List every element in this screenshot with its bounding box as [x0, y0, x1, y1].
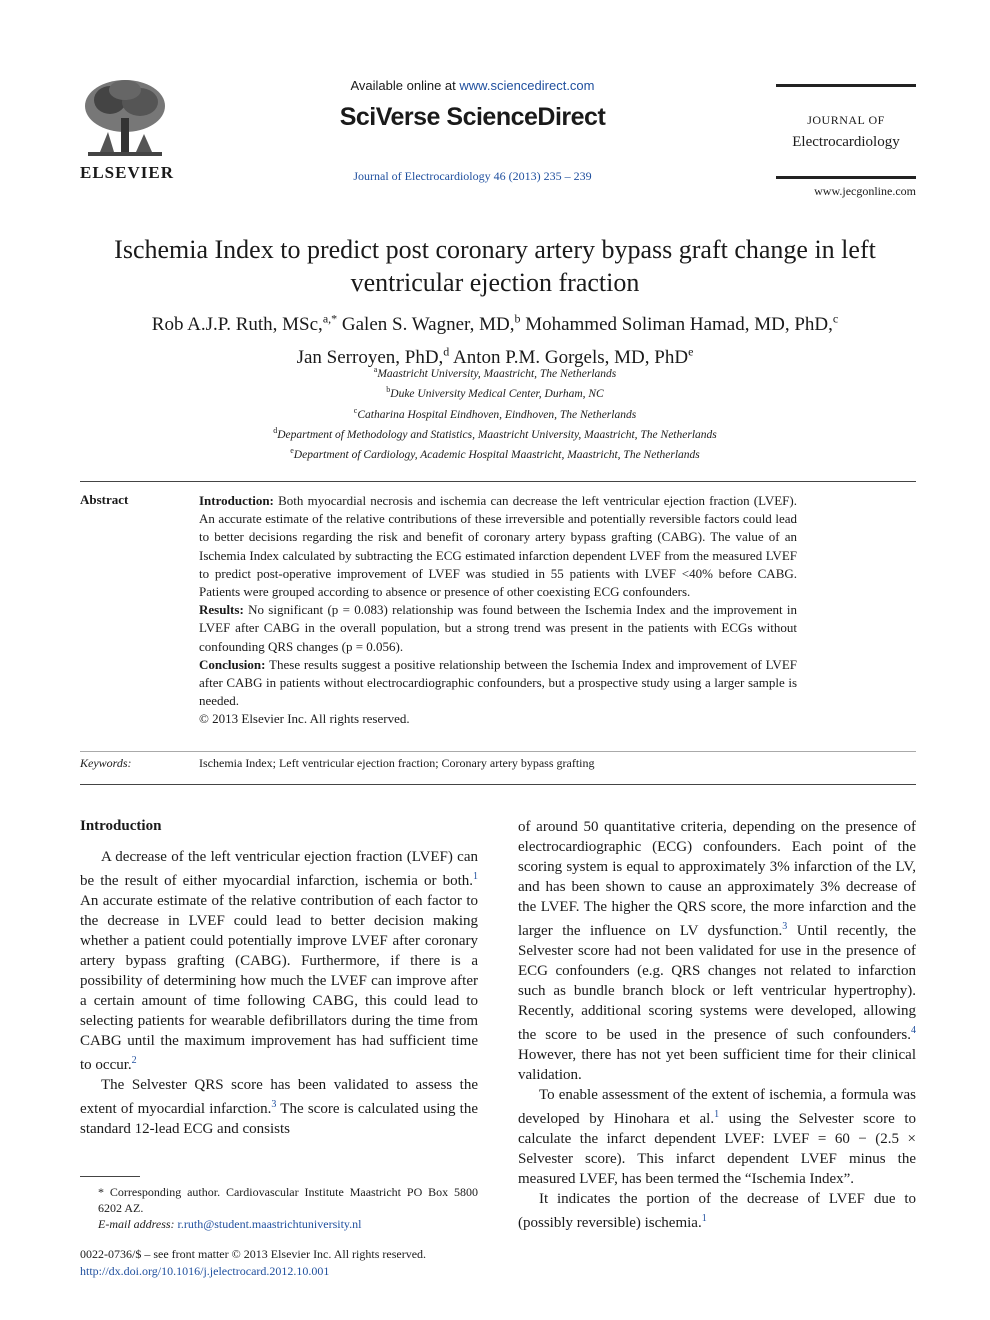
sciencedirect-link[interactable]: www.sciencedirect.com [459, 78, 595, 93]
available-prefix: Available online at [350, 78, 460, 93]
author-list [60, 306, 930, 371]
abstract-copyright: © 2013 Elsevier Inc. All rights reserved. [199, 711, 410, 727]
abstract-conclusion: Conclusion: These results suggest a positive relationship between the Ischemia Index and improvement of LVEF after CABG in patients without electrocardiographic confounders, but a prospective study using a larger sample is needed. [199, 656, 797, 709]
affiliation: $^a$Maastricht University, Maastricht, The Netherlands [373, 365, 617, 380]
affiliation-list [160, 362, 830, 464]
citation-ref[interactable]: 3 [271, 1099, 277, 1110]
front-matter [80, 1246, 500, 1280]
issn-line: 0022-0736/$ – see front matter © 2013 Elsevier Inc. All rights reserved. [80, 1247, 427, 1261]
journal-rule-top [776, 84, 916, 87]
corresponding-author-note: * Corresponding author. Cardiovascular Institute Maastricht PO Box 5800 6202 AZ. [98, 1185, 478, 1215]
body-column-right [518, 817, 916, 1233]
paragraph: A decrease of the left ventricular ejection fraction (LVEF) can be the result of either myocardial infarction, ischemia or both.$^1$ An accurate estimate of the relative contribution of each factor to the decrease in LVEF could lead to better decision making whether a patient could potentially improve LVEF after coronary artery bypass grafting (CABG). Furthermore, if there is a possibility of determining how much the LVEF can improve after a certain amount of time following CABG, this could lead to selecting patients for wearable defibrillators during the time from CABG until the maximum improvement has had sufficient time to occur.$^2$ [80, 849, 478, 1073]
paragraph: of around 50 quantitative criteria, depending on the presence of electrocardiographic (ECG) confounders. Each point of the scoring system is equal to approximately 3% infarction of the LV, and has been shown to cause an approximately 3% decrease of the LVEF. The higher the QRS score, the more infarction and the larger the influence on LV dysfunction.$^3$ Until recently, the Selvester score had not been validated for use in the presence of ECG confounders (e.g. QRS changes not related to infarction such as bundle branch block or left ventricular hypertrophy). Recently, additional scoring systems were developed, allowing the score to be used in the presence of such confounders.$^4$ However, there has not yet been sufficient time for their clinical validation. [518, 819, 916, 1083]
author: Mohammed Soliman Hamad, MD, PhD,$^c$ [525, 312, 839, 336]
keywords: Ischemia Index; Left ventricular ejection fraction; Coronary artery bypass grafting [199, 756, 595, 770]
paragraph: It indicates the portion of the decrease of LVEF due to (possibly reversible) ischemia.$^1$ [518, 1191, 916, 1231]
author: Anton P.M. Gorgels, MD, PhD$^e$ [453, 344, 694, 368]
publisher-name: ELSEVIER [80, 163, 174, 182]
keywords-rule [80, 751, 916, 752]
author: Jan Serroyen, PhD,$^d$ [296, 344, 450, 368]
abstract-label: Abstract [80, 492, 129, 507]
citation-ref[interactable]: 1 [473, 871, 478, 882]
abstract-introduction: Introduction: Both myocardial necrosis and ischemia can decrease the left ventricular ejection fraction (LVEF). An accurate estimate of the relative contributions of these irreversible and potentially reversible factors could lead to better decisions regarding the risk and benefit of coronary artery bypass grafting (CABG). The value of an Ischemia Index calculated by subtracting the ECG estimated infarction dependent LVEF from the measured LVEF to predict post-operative improvement of LVEF was studied in 55 patients with LVEF <40% before CABG. Patients were grouped according to absence or presence of other coexisting ECG confounders. [199, 493, 797, 600]
platform-name: SciVerse ScienceDirect [339, 103, 606, 131]
footnote-rule [80, 1176, 140, 1177]
affiliation: $^d$Department of Methodology and Statistics, Maastricht University, Maastricht, The Netherlands [273, 425, 717, 441]
journal-rule-bottom [776, 176, 916, 179]
available-online [300, 78, 645, 93]
affiliation: $^c$Catharina Hospital Eindhoven, Eindhoven, The Netherlands [353, 405, 637, 421]
citation-ref[interactable]: 1 [701, 1213, 707, 1224]
email-line: E-mail address: r.ruth@student.maastrichtuniversity.nl [98, 1217, 362, 1231]
affiliation: $^b$Duke University Medical Center, Durham, NC [386, 385, 604, 401]
journal-citation[interactable]: Journal of Electrocardiology 46 (2013) 235 – 239 [353, 169, 592, 183]
affiliation: $^e$Department of Cardiology, Academic Hospital Maastricht, Maastricht, The Netherlands [290, 446, 700, 462]
citation-ref[interactable]: 1 [714, 1109, 720, 1120]
footnote [80, 1184, 478, 1232]
body-column-left [80, 847, 478, 1139]
author-email-link[interactable]: r.ruth@student.maastrichtuniversity.nl [177, 1217, 362, 1231]
author: Galen S. Wagner, MD,$^b$ [341, 312, 521, 336]
citation-ref[interactable]: 4 [911, 1025, 916, 1036]
doi-link[interactable]: http://dx.doi.org/10.1016/j.jelectrocard.2012.10.001 [80, 1264, 330, 1278]
section-heading-introduction: Introduction [80, 818, 162, 834]
paragraph: The Selvester QRS score has been validated to assess the extent of myocardial infarction.$^3$ The score is calculated using the standard 12-lead ECG and consists [80, 1077, 478, 1137]
journal-name-line1: JOURNAL OF [807, 113, 885, 127]
citation-ref[interactable]: 3 [782, 921, 788, 932]
journal-url[interactable]: www.jecgonline.com [814, 184, 916, 198]
abstract-results: Results: No significant (p = 0.083) relationship was found between the Ischemia Index and the improvement in LVEF after CABG in the overall population, but a strong trend was present in the patients with ECGs without confounding QRS changes (p = 0.056). [199, 602, 797, 654]
paragraph: To enable assessment of the extent of ischemia, a formula was developed by Hinohara et al.$^1$ using the Selvester score to calculate the infarct dependent LVEF: LVEF = 60 − (2.5 × Selvester score). This infarct dependent LVEF minus the measured LVEF, has been termed the “Ischemia Index”. [518, 1087, 916, 1187]
abstract-rule-bottom [80, 784, 916, 785]
abstract-rule-top [80, 481, 916, 482]
article-title: Ischemia Index to predict post coronary artery bypass graft change in left ventricular ejection fraction [114, 235, 876, 297]
journal-name-line2: Electrocardiology [792, 134, 900, 150]
keywords-label: Keywords: [80, 756, 132, 770]
author: Rob A.J.P. Ruth, MSc,$^{a,*}$ [151, 312, 338, 336]
citation-ref[interactable]: 2 [131, 1055, 137, 1066]
abstract-body [199, 492, 797, 729]
